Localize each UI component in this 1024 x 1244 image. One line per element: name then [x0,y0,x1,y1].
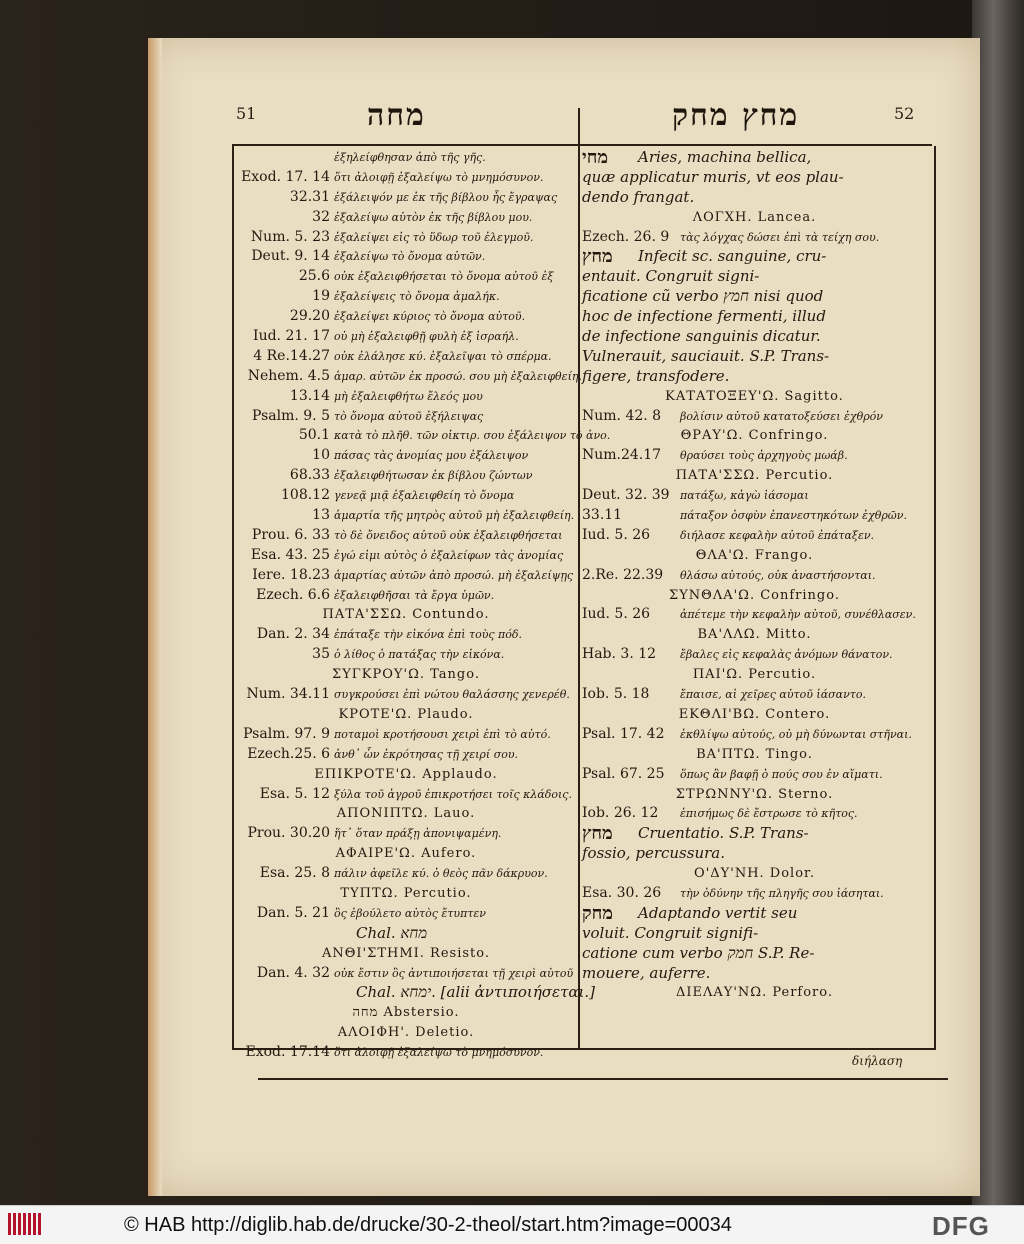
greek-text: ξύλα τοῦ ἀγροῦ ἐπικροτήσει τοῖς κλάδοις. [334,787,572,801]
latin-gloss: Adaptando vertit seu [638,903,798,922]
entry-row [582,844,927,864]
verse-reference: 13 [312,507,330,524]
entry-row [236,765,576,785]
greek-text: ἐξαλείψει εἰς τὸ ὕδωρ τοῦ ἐλεγμοῦ. [334,230,534,244]
entry-row [236,824,576,844]
verse-reference: Num. 5. 23 [250,228,330,245]
verse-reference: Esa. 5. 12 [259,785,330,802]
greek-text: πάσας τὰς ἀνομίας μου ἐξάλειψον [334,449,529,463]
header-separator [578,108,580,144]
greek-text: ἐξηλείφθησαν ἀπὸ τῆς γῆς. [334,151,486,164]
entry-row [236,228,576,248]
entry-row [236,983,596,1003]
page-header [232,98,932,144]
entry-row [582,924,927,944]
entry-row [236,804,576,824]
entry-row [236,745,576,765]
verse-reference: Dan. 4. 32 [256,964,330,981]
latin-gloss: de infectione sanguinis dicatur. [582,327,821,346]
entry-row [236,267,576,287]
entry-row [236,347,576,367]
hebrew-lemma: מחץ [582,823,613,845]
greek-text: μὴ ἐξαλειφθήτω ἔλεός μου [334,389,483,403]
verse-reference: Deut. 9. 14 [251,248,330,265]
entry-row [236,904,576,924]
greek-text: πάταξον ὀσφὺν ἐπανεστηκότων ἐχθρῶν. [680,509,907,523]
entry-row [236,387,576,407]
entry-row [582,944,927,964]
entry-row [582,964,927,984]
bottom-rule-2 [258,1078,948,1080]
entry-row [582,347,927,367]
entry-row [236,964,576,984]
entry-row [236,546,576,566]
entry-row [582,983,927,1003]
entry-row [236,247,576,267]
latin-gloss: mouere, auferre. [582,963,711,982]
verse-reference: Prou. 30.20 [247,825,330,842]
section-heading: ΕΠΙΚΡΟΤΕ'Ω. Applaudo. [314,766,498,782]
latin-gloss: quæ applicatur muris, vt eos plau- [582,167,844,186]
entry-row [582,387,927,407]
entry-row [582,208,927,228]
section-heading: מחה Abstersio. [352,1005,460,1021]
latin-gloss: Vulnerauit, sauciauit. S.P. Trans- [582,346,830,365]
entry-row [236,407,576,427]
verse-reference: 68.33 [289,467,330,484]
section-heading: ΑΝΘΙ'ΣΤΗΜΙ. Resisto. [322,945,490,961]
latin-gloss: dendo frangat. [582,187,695,206]
verse-reference: Dan. 2. 34 [256,626,330,643]
greek-text: κατὰ τὸ πλῆθ. τῶν οἰκτιρ. σου ἐξάλειψον τὸ ἀνο. [334,429,611,443]
verse-reference: 25.6 [298,268,330,285]
entry-row [236,148,576,168]
latin-gloss: voluit. Congruit signifi- [582,923,759,942]
verse-reference: Esa. 43. 25 [250,546,330,563]
entry-row [582,148,927,168]
section-heading: ΚΑΤΑΤΟΞΕΥ'Ω. Sagitto. [665,388,844,404]
verse-reference: 108.12 [281,487,330,504]
entry-row [236,486,576,506]
section-heading: ΑΠΟΝΙΠΤΩ. Lauo. [336,806,476,822]
entry-row [582,546,927,566]
right-page-number: 52 [894,104,915,123]
section-heading: ΤΥΠΤΩ. Percutio. [340,885,472,901]
hebrew-lemma: מחי [582,147,609,168]
verse-reference: 2.Re. 22.39 [582,566,664,583]
section-heading: Ο'ΔΥ'ΝΗ. Dolor. [694,866,815,882]
section-heading: ΕΚΘΛΙ'ΒΩ. Contero. [678,706,831,722]
verse-reference: Psalm. 97. 9 [243,725,330,742]
entry-row [236,188,576,208]
verse-reference: Deut. 32. 39 [582,487,670,504]
entry-row [582,327,927,347]
greek-text: οὐ μὴ ἐξαλειφθῇ φυλὴ ἐξ ἰσραήλ. [334,330,519,344]
greek-text: οὐκ ἐξαλειφθήσεται τὸ ὄνομα αὐτοῦ ἐξ [334,270,554,284]
entry-row [582,785,927,805]
entry-row [582,586,927,606]
verse-reference: Num. 34.11 [246,686,330,703]
greek-text: θραύσει τοὺς ἀρχηγοὺς μωάβ. [680,449,848,463]
greek-text: ἐξάλειψόν με ἐκ τῆς βίβλου ἧς ἔγραψας [334,190,558,204]
entry-row [582,426,927,446]
entry-row [582,904,927,924]
entry-row [236,864,576,884]
greek-text: ἐξαλείψω αὐτὸν ἐκ τῆς βίβλου μου. [334,210,533,224]
verse-reference: Ezech.25. 6 [247,745,330,762]
greek-text: ἐξαλείψεις τὸ ὄνομα ἀμαλήκ. [334,290,500,304]
greek-text: ἔβαλες εἰς κεφαλὰς ἀνόμων θάνατον. [680,648,893,662]
entry-row [236,506,576,526]
verse-reference: Exod. 17.14 [245,1044,330,1061]
hebrew-lemma: מחץ [582,246,613,268]
dfg-logo[interactable]: DFG [932,1211,990,1241]
latin-gloss: Chal. מחא [356,923,428,942]
greek-text: πάλιν ἀφεῖλε κύ. ὁ θεὸς πᾶν δάκρυον. [334,867,548,881]
section-heading: ΠΑΙ'Ω. Percutio. [692,667,817,683]
entry-row [236,586,576,606]
verse-reference: Iob. 26. 12 [582,805,659,822]
greek-text: ἀνθ᾽ ὧν ἐκρότησας τῇ χειρί σου. [334,747,519,761]
entry-row [236,844,576,864]
verse-reference: Psal. 67. 25 [582,765,665,782]
greek-text: ὁ λίθος ὁ πατάξας τὴν εἰκόνα. [334,648,505,662]
entry-row [582,864,927,884]
verse-reference: 4 Re.14.27 [253,347,330,364]
entry-row [582,168,927,188]
section-heading: ΣΤΡΩΝΝΥ'Ω. Sterno. [675,786,834,802]
entry-row [236,785,576,805]
greek-text: τὰς λόγχας δώσει ἐπὶ τὰ τείχη σου. [680,230,880,244]
greek-text: ἐξαλείψω τὸ ὄνομα αὐτῶν. [334,250,486,264]
entry-row [236,526,576,546]
hebrew-lemma: מחק [582,902,613,924]
entry-row [582,645,927,665]
greek-text: ὅτι ἀλοιφῇ ἐξαλείψω τὸ μνημόσυνον. [334,1046,544,1060]
entry-row [236,426,611,446]
column-rule [578,146,580,1050]
entry-row [582,267,927,287]
entry-row [236,327,576,347]
verse-reference: Num. 42. 8 [582,407,662,424]
entry-row [582,506,927,526]
verse-reference: Iob. 5. 18 [582,686,650,703]
verse-reference: 33.11 [582,507,623,524]
entry-row [236,1003,576,1023]
left-page-number: 51 [236,104,257,123]
entry-row [236,884,576,904]
entry-row [236,208,576,228]
verse-reference: Iud. 21. 17 [253,328,330,345]
greek-text: συγκρούσει ἐπὶ νώτου θαλάσσης χενερέθ. [334,688,570,702]
entry-row [582,287,927,307]
entry-row [236,944,576,964]
greek-text: ποταμοὶ κροτήσουσι χειρὶ ἐπὶ τὸ αὐτό. [334,727,551,741]
verse-reference: 29.20 [289,308,330,325]
latin-gloss: fossio, percussura. [582,844,725,863]
greek-text: ὅπως ἂν βαφῇ ὁ πούς σου ἐν αἵματι. [680,767,883,781]
latin-gloss: figere, transfodere. [582,366,730,385]
entry-row [582,884,927,904]
entry-row [236,446,576,466]
section-heading: ΒΑ'ΠΤΩ. Tingo. [696,746,813,762]
section-heading: ΔΙΕΛΑΥ'ΝΩ. Perforo. [675,985,834,1001]
greek-text: ἁμαρτία τῆς μητρὸς αὐτοῦ μὴ ἐξαλειφθείη. [334,509,575,523]
entry-row [582,705,927,725]
verse-reference: 10 [312,447,330,464]
entry-row [582,566,927,586]
entry-row [582,407,927,427]
entry-row [582,247,927,267]
verse-reference: 32.31 [289,188,330,205]
left-hebrew-heading: מחה [367,98,426,133]
entry-row [236,665,576,685]
latin-gloss: hoc de infectione fermenti, illud [582,307,826,326]
entry-row [236,1023,576,1043]
greek-text: ὃς ἐβούλετο αὐτὸς ἔτυπτεν [334,906,486,920]
section-heading: ΠΑΤΑ'ΣΣΩ. Percutio. [675,468,834,484]
entry-row [236,307,576,327]
section-heading: ΛΟΓΧΗ. Lancea. [692,209,817,225]
latin-gloss: catione cum verbo חמק S.P. Re- [582,943,815,962]
section-heading: ΠΑΤΑ'ΣΣΩ. Contundo. [322,607,490,623]
greek-text: ὅτι ἀλοιφῇ ἐξαλείψω τὸ μνημόσυνον. [334,170,544,184]
entry-row [582,725,927,745]
verse-reference: Esa. 30. 26 [582,884,662,901]
entry-row [582,804,927,824]
entry-row [582,605,927,625]
entry-row [582,665,927,685]
entry-row [582,824,927,844]
section-heading: ΚΡΟΤΕ'Ω. Plaudo. [338,706,474,722]
entry-row [582,228,927,248]
verse-reference: Hab. 3. 12 [582,646,657,663]
greek-text: ἔπαισε, αἱ χεῖρες αὐτοῦ ἰάσαντο. [680,688,867,702]
entry-row [236,605,576,625]
entry-row [236,625,576,645]
entry-row [582,625,927,645]
section-heading: ΘΛΑ'Ω. Frango. [695,547,814,563]
greek-text: ἐπάταξε τὴν εἰκόνα ἐπὶ τοὺς πόδ. [334,628,523,642]
greek-text: πατάξω, κἀγὼ ἰάσομαι [680,489,809,503]
entry-row [582,526,927,546]
verse-reference: Psalm. 9. 5 [252,407,330,424]
greek-text: γενεᾷ μιᾷ ἐξαλειφθείη τὸ ὄνομα [334,489,515,503]
greek-text: ἐξαλείψει κύριος τὸ ὄνομα αὐτοῦ. [334,310,526,324]
verse-reference: Exod. 17. 14 [241,168,330,185]
greek-text: ἁμαρτίας αὐτῶν ἀπὸ προσώ. μὴ ἐξαλείψῃς [334,568,574,582]
entry-row [236,725,576,745]
entry-row [582,367,927,387]
greek-text: οὐκ ἔστιν ὃς ἀντιποιήσεται τῇ χειρὶ αὐτοῦ [334,966,574,980]
verse-reference: 50.1 [298,427,330,444]
section-heading: ΣΥΝΘΛΑ'Ω. Confringo. [669,587,840,603]
entry-row [236,367,582,387]
greek-text: ἐκθλίψω αὐτούς, οὐ μὴ δύνωνται στῆναι. [680,727,912,741]
greek-text: τὸ δὲ ὄνειδος αὐτοῦ οὐκ ἐξαλειφθήσεται [334,528,563,542]
entry-row [236,645,576,665]
entry-row [582,188,927,208]
verse-reference: 19 [312,288,330,305]
greek-text: ἐπισήμως δὲ ἔστρωσε τὸ κῆτος. [680,807,858,821]
entry-row [582,307,927,327]
greek-text: ἁμαρ. αὐτῶν ἐκ προσώ. σου μὴ ἐξαλειφθείη. [334,369,582,383]
page-edge [148,38,162,1196]
latin-gloss: Chal. ימחא. [alii ἀντιποιήσεται.] [356,983,596,1002]
entry-row [582,446,927,466]
greek-text: τὸ ὄνομα αὐτοῦ ἐξήλειψας [334,409,484,423]
entry-row [582,745,927,765]
section-heading: ΘΡΑΥ'Ω. Confringo. [680,428,829,444]
greek-text: ἐξαλειφθῆσαι τὰ ἔργα ὑμῶν. [334,588,495,602]
greek-text: τὴν ὀδύνην τῆς πληγῆς σου ἰάσηται. [680,886,884,900]
section-heading: ΒΑ'ΛΛΩ. Mitto. [697,627,812,643]
verse-reference: Ezech. 26. 9 [582,228,670,245]
entry-row [236,705,576,725]
greek-text: οὐκ ἐλάλησε κύ. ἐξαλεῖψαι τὸ σπέρμα. [334,349,552,363]
verse-reference: Iere. 18.23 [252,566,330,583]
latin-gloss: Aries, machina bellica, [638,148,812,166]
verse-reference: 13.14 [289,387,330,404]
hab-logo-icon[interactable] [8,1213,48,1237]
verse-reference: Num.24.17 [582,447,662,464]
greek-text: βολίσιν αὐτοῦ κατατοξεύσει ἐχθρόν [680,409,883,423]
latin-gloss: Cruentatio. S.P. Trans- [638,824,809,843]
latin-gloss: ficatione cũ verbo חמץ nisi quod [582,287,824,306]
entry-row [236,566,576,586]
right-hebrew-heading: מחץ מחק [672,98,800,133]
section-heading: ΑΦΑΙΡΕ'Ω. Aufero. [335,846,477,862]
right-column [582,148,927,1003]
verse-reference: Nehem. 4.5 [247,367,330,384]
viewer-footer [0,1205,1024,1244]
verse-reference: Esa. 25. 8 [259,865,330,882]
latin-gloss: Infecit sc. sanguine, cru- [638,247,827,266]
entry-row [236,1043,576,1063]
entry-row [236,168,576,188]
verse-reference: 32 [312,208,330,225]
source-link[interactable]: © HAB http://diglib.hab.de/drucke/30-2-theol/start.htm?image=00034 [124,1214,732,1236]
entry-row [236,466,576,486]
greek-text: ἀπέτεμε τὴν κεφαλὴν αὐτοῦ, συνέθλασεν. [680,608,916,622]
greek-text: ἐξαλειφθήτωσαν ἐκ βίβλου ζώντων [334,469,533,483]
entry-row [582,685,927,705]
verse-reference: Ezech. 6.6 [256,586,330,603]
entry-row [236,924,576,944]
verse-reference: Prou. 6. 33 [251,526,330,543]
verse-reference: 35 [312,646,330,663]
section-heading: ΑΛΟΙΦΗ'. Deletio. [337,1025,475,1041]
greek-text: θλάσω αὐτούς, οὐκ ἀναστήσονται. [680,568,876,582]
verse-reference: Iud. 5. 26 [582,526,651,543]
greek-text: ἐγώ εἰμι αὐτὸς ὁ ἐξαλείφων τὰς ἀνομίας [334,548,564,562]
entry-row [236,685,576,705]
entry-row [582,486,927,506]
entry-row [236,287,576,307]
entry-row [582,765,927,785]
verse-reference: Iud. 5. 26 [582,606,651,623]
entry-row [582,466,927,486]
greek-text: διήλασε κεφαλὴν αὐτοῦ ἐπάταξεν. [680,528,875,542]
greek-text: ἥτ᾽ ὅταν πράξῃ ἀπονιψαμένη. [334,827,502,841]
section-heading: ΣΥΓΚΡΟΥ'Ω. Tango. [332,667,480,683]
latin-gloss: entauit. Congruit signi- [582,267,760,286]
verse-reference: Dan. 5. 21 [256,904,330,921]
catchword: διήλαση [852,1054,903,1068]
verse-reference: Psal. 17. 42 [582,725,665,742]
